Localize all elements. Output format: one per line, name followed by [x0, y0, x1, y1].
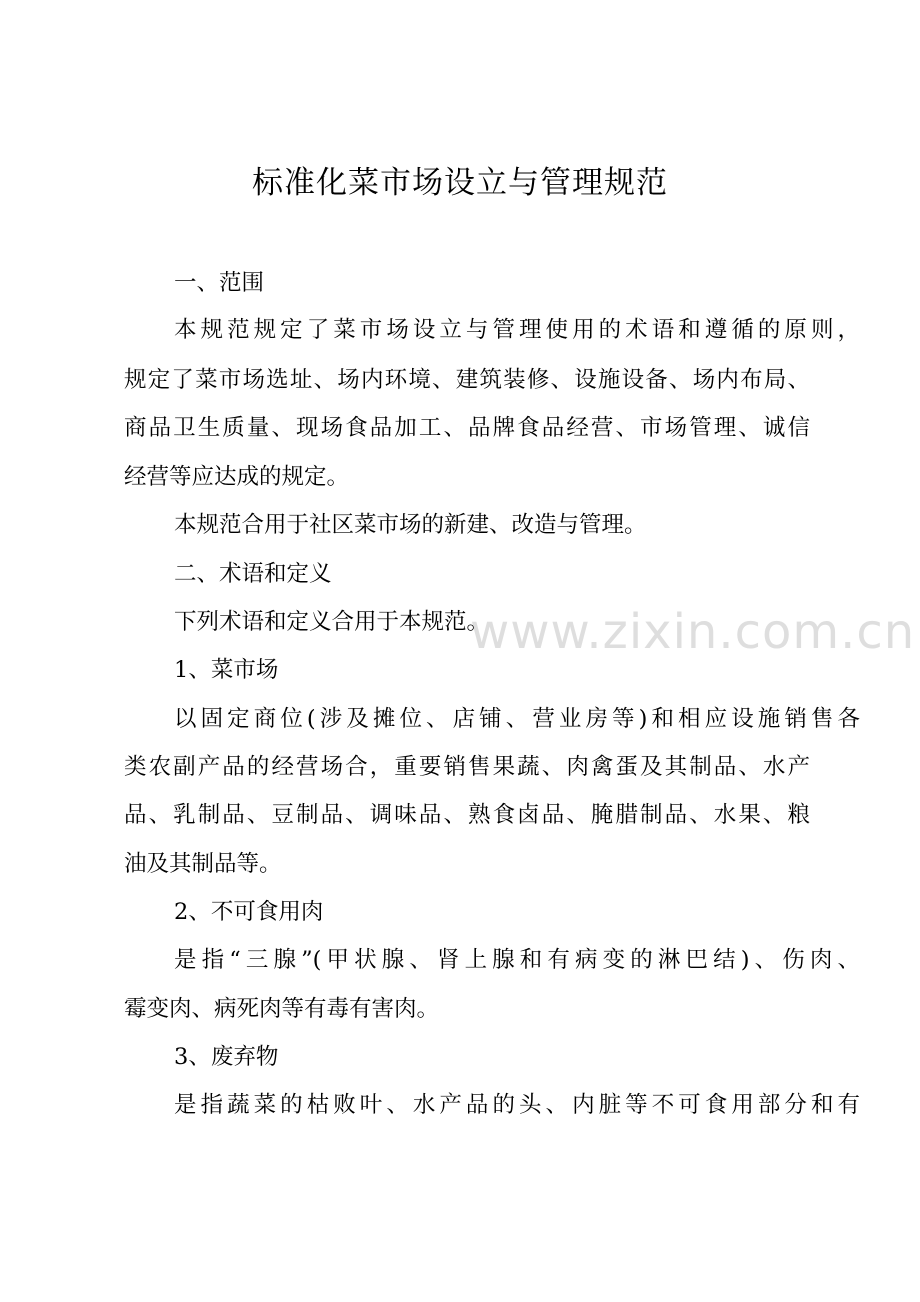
paragraph-line: 霉变肉、病死肉等有毒有害肉。 [124, 996, 440, 1022]
paragraph-line: 类农副产品的经营场合，重要销售果蔬、肉禽蛋及其制品、水产 [124, 754, 810, 780]
section-heading-scope: 一、范围 [174, 270, 265, 296]
paragraph-line: 本规范合用于社区菜市场的新建、改造与管理。 [174, 512, 647, 538]
paragraph-line: 下列术语和定义合用于本规范。 [174, 609, 490, 635]
watermark: www.zixin.com.cn [470, 604, 916, 660]
term-heading-waste: 3、废弃物 [174, 1044, 279, 1070]
paragraph-line: 是指“三腺”(甲状腺、肾上腺和有病变的淋巴结)、伤肉、 [174, 947, 860, 973]
section-heading-terms: 二、术语和定义 [174, 561, 332, 587]
term-heading-market: 1、菜市场 [174, 657, 279, 683]
paragraph-line: 商品卫生质量、现场食品加工、品牌食品经营、市场管理、诚信 [124, 415, 810, 441]
document-title: 标准化菜市场设立与管理规范 [252, 165, 668, 201]
paragraph-line: 以固定商位(涉及摊位、店铺、营业房等)和相应设施销售各 [174, 706, 860, 732]
term-heading-inedible-meat: 2、不可食用肉 [174, 899, 324, 925]
paragraph-line: 规定了菜市场选址、场内环境、建筑装修、设施设备、场内布局、 [124, 367, 810, 393]
paragraph-line: 品、乳制品、豆制品、调味品、熟食卤品、腌腊制品、水果、粮 [124, 802, 810, 828]
paragraph-line: 经营等应达成的规定。 [124, 464, 350, 490]
paragraph-line: 油及其制品等。 [124, 851, 282, 877]
paragraph-line: 本规范规定了菜市场设立与管理使用的术语和遵循的原则， [174, 317, 860, 343]
paragraph-line: 是指蔬菜的枯败叶、水产品的头、内脏等不可食用部分和有 [174, 1092, 860, 1118]
